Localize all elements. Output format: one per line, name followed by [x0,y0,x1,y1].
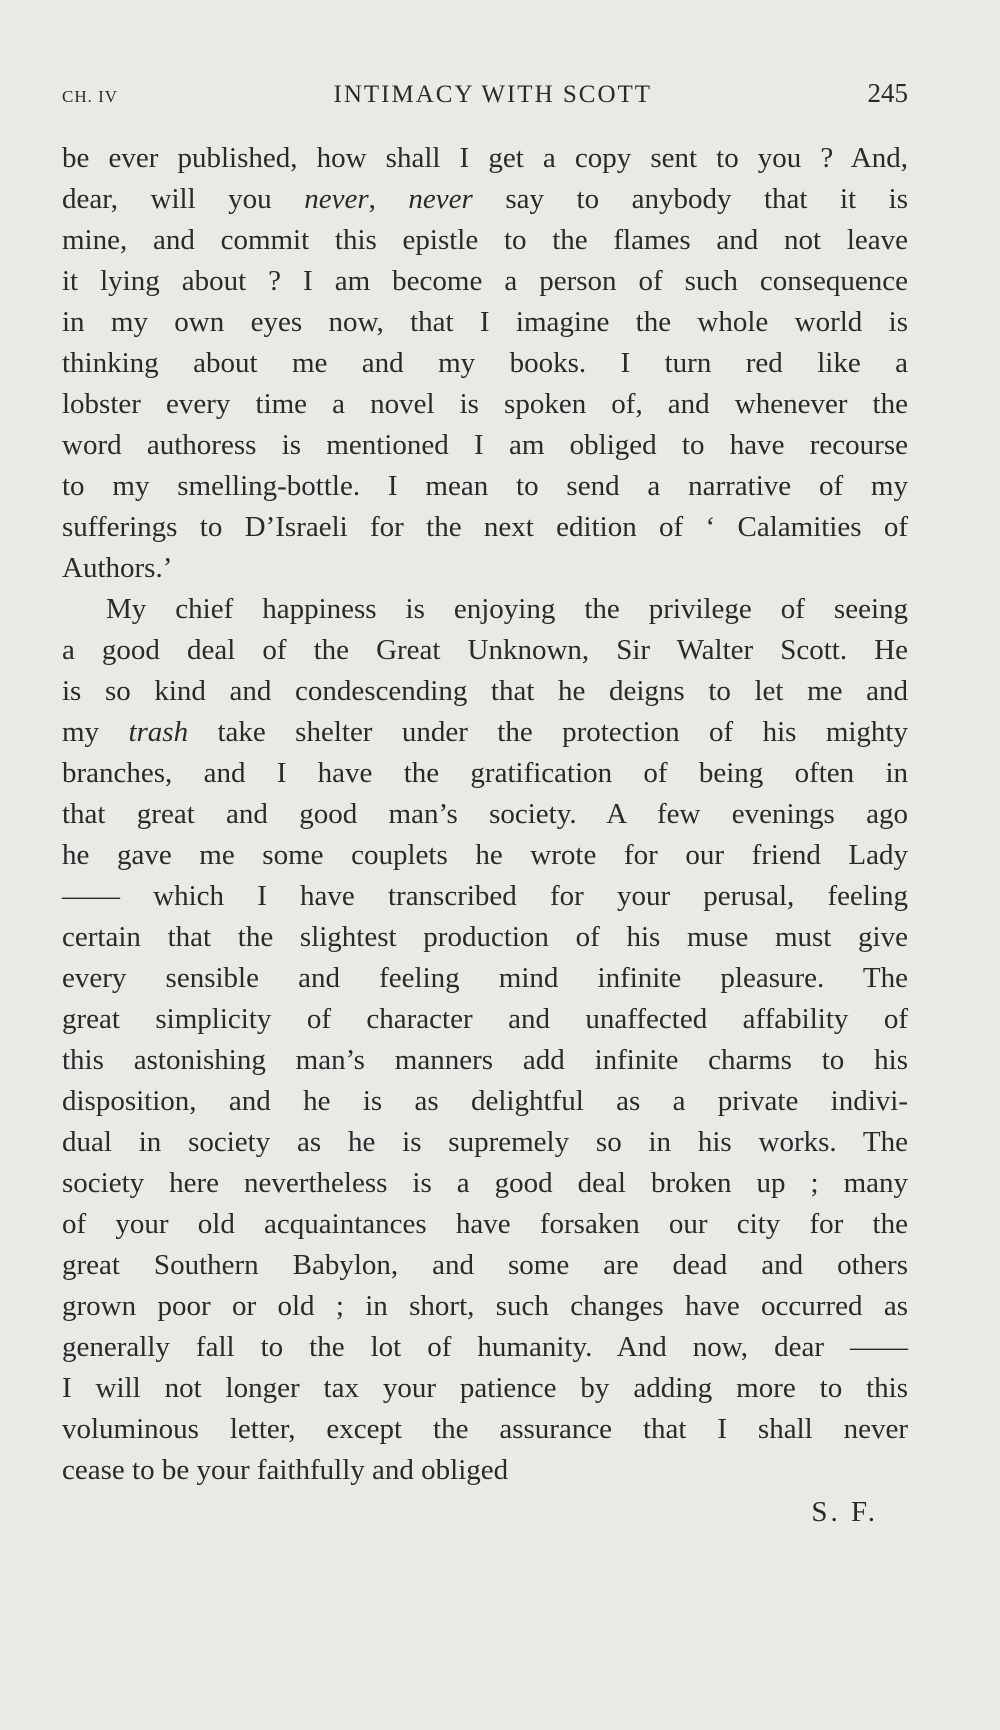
text-line: I will not longer tax your patience by adding more to this [62,1372,908,1404]
text-line: cease to be your faithfully and obliged [62,1454,509,1486]
body-text [62,138,908,1491]
text-line: he gave me some couplets he wrote for our friend Lady [62,839,908,871]
text-line: mine, and commit this epistle to the flames and not leave [62,224,908,256]
running-title: INTIMACY WITH SCOTT [333,81,653,108]
text-line: word authoress is mentioned I am obliged to have recourse [62,429,908,461]
text-line: it lying about ? I am become a person of such consequence [62,265,908,297]
text-line: of your old acquaintances have forsaken our city for the [62,1208,908,1240]
text-line: voluminous letter, except the assurance that I shall never [62,1413,908,1445]
text-line: —— which I have transcribed for your perusal, feeling [62,880,908,912]
text-line: is so kind and condescending that he deigns to let me and [62,675,908,707]
paragraph-1 [62,138,908,589]
text-line: that great and good man’s society. A few evenings ago [62,798,908,830]
text-line: generally fall to the lot of humanity. And now, dear —— [62,1331,908,1363]
paragraph-2 [62,589,908,1491]
running-head [62,78,908,118]
text-line: a good deal of the Great Unknown, Sir Walter Scott. He [62,634,908,666]
text-line: My chief happiness is enjoying the privilege of seeing [106,593,908,625]
text-span: say to anybody that it is [472,183,909,215]
text-line: in my own eyes now, that I imagine the whole world is [62,306,908,338]
page-number: 245 [867,78,908,108]
text-line: Authors.’ [62,552,173,584]
text-line: be ever published, how shall I get a copy sent to you ? And, [62,142,908,174]
signature: S. F. [811,1496,878,1528]
text-span: dear, will you [62,183,305,215]
emphasis: never [408,183,473,215]
text-line: society here nevertheless is a good deal broken up ; many [62,1167,908,1199]
text-line: branches, and I have the gratification of being often in [62,757,908,789]
text-line [62,179,908,220]
text-line: thinking about me and my books. I turn red like a [62,347,908,379]
text-line: great Southern Babylon, and some are dead and others [62,1249,908,1281]
emphasis: never [304,183,369,215]
text-span: my [62,716,129,748]
text-line: great simplicity of character and unaffected affability of [62,1003,908,1035]
text-line: certain that the slightest production of his muse must give [62,921,908,953]
text-line: grown poor or old ; in short, such changes have occurred as [62,1290,908,1322]
text-line [62,712,908,753]
text-line: to my smelling-bottle. I mean to send a narrative of my [62,470,908,502]
emphasis: trash [128,716,189,748]
text-line: sufferings to D’Israeli for the next edition of ‘ Calamities of [62,511,908,543]
text-line: this astonishing man’s manners add infinite charms to his [62,1044,908,1076]
text-span: take shelter under the protection of his mighty [188,716,908,748]
text-line: dual in society as he is supremely so in his works. The [62,1126,908,1158]
text-line: every sensible and feeling mind infinite pleasure. The [62,962,908,994]
text-line: disposition, and he is as delightful as a private indivi- [62,1085,908,1117]
text-line: lobster every time a novel is spoken of, and whenever the [62,388,908,420]
chapter-label: CH. IV [62,87,119,106]
text-span: , [368,183,409,215]
